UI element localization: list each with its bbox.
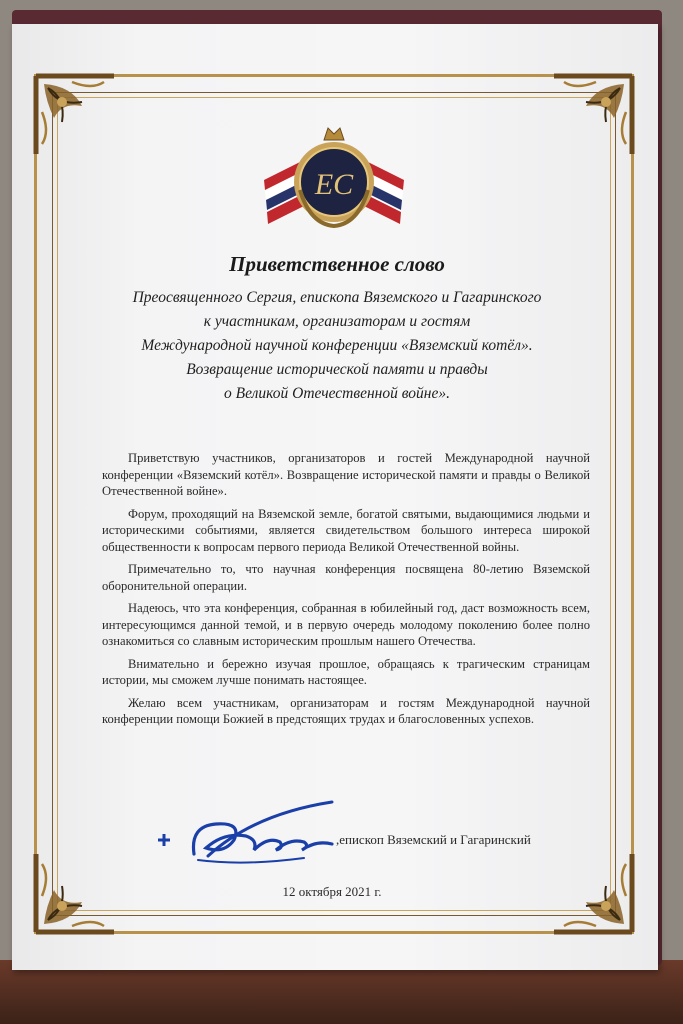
body-paragraph: Приветствую участников, организаторов и гостей Международной научной конференции «Вяземский котёл». Возвращение исторической памяти и правды о Великой Отечественной войне».: [102, 451, 590, 498]
document-folder: [12, 10, 662, 965]
signature-title: ,епископ Вяземский и Гагаринский: [336, 832, 531, 847]
document-date: 12 октября 2021 г.: [282, 884, 382, 899]
subtitle-line: Возвращение исторической памяти и правды: [186, 361, 488, 378]
emblem-monogram: ЕС: [314, 168, 354, 201]
ornament-corner-top-left: [32, 72, 118, 158]
document-subtitle: [72, 286, 602, 406]
handwritten-signature: [154, 796, 339, 882]
certificate-sheet: [12, 24, 658, 970]
ornament-corner-top-right: [550, 72, 636, 158]
subtitle-line: Международной научной конференции «Вяземский котёл».: [141, 337, 533, 354]
body-paragraph: Желаю всем участникам, организаторам и гостям Международной научной конференции помощи Божией в предстоящих трудах и благословенных успехов.: [102, 695, 590, 726]
subtitle-line: к участникам, организаторам и гостям: [203, 313, 471, 330]
document-body: [102, 450, 590, 734]
subtitle-line: о Великой Отечественной войне».: [224, 385, 450, 402]
body-paragraph: Примечательно то, что научная конференция посвящена 80-летию Вяземской оборонительной операции.: [102, 562, 590, 593]
body-paragraph: Внимательно и бережно изучая прошлое, обращаясь к трагическим страницам истории, мы сможем лучше понимать настоящее.: [102, 656, 590, 687]
cross-icon: [158, 834, 170, 846]
document-title: Приветственное слово: [229, 252, 445, 276]
subtitle-line: Преосвященного Сергия, епископа Вяземского и Гагаринского: [132, 289, 542, 306]
body-paragraph: Форум, проходящий на Вяземской земле, богатой святыми, выдающимися людьми и историческими событиями, является свидетельством большого интереса широкой общественности к вопросам первого периода Великой Отечественной войны.: [102, 506, 590, 554]
body-paragraph: Надеюсь, что эта конференция, собранная в юбилейный год, даст возможность всем, интересующимся данной темой, и в первую очередь молодому поколению более полно ознакомиться со славным историческим прошлым нашего Отечества.: [102, 601, 590, 648]
crown-icon: [324, 128, 344, 140]
diocese-emblem: [260, 120, 408, 242]
